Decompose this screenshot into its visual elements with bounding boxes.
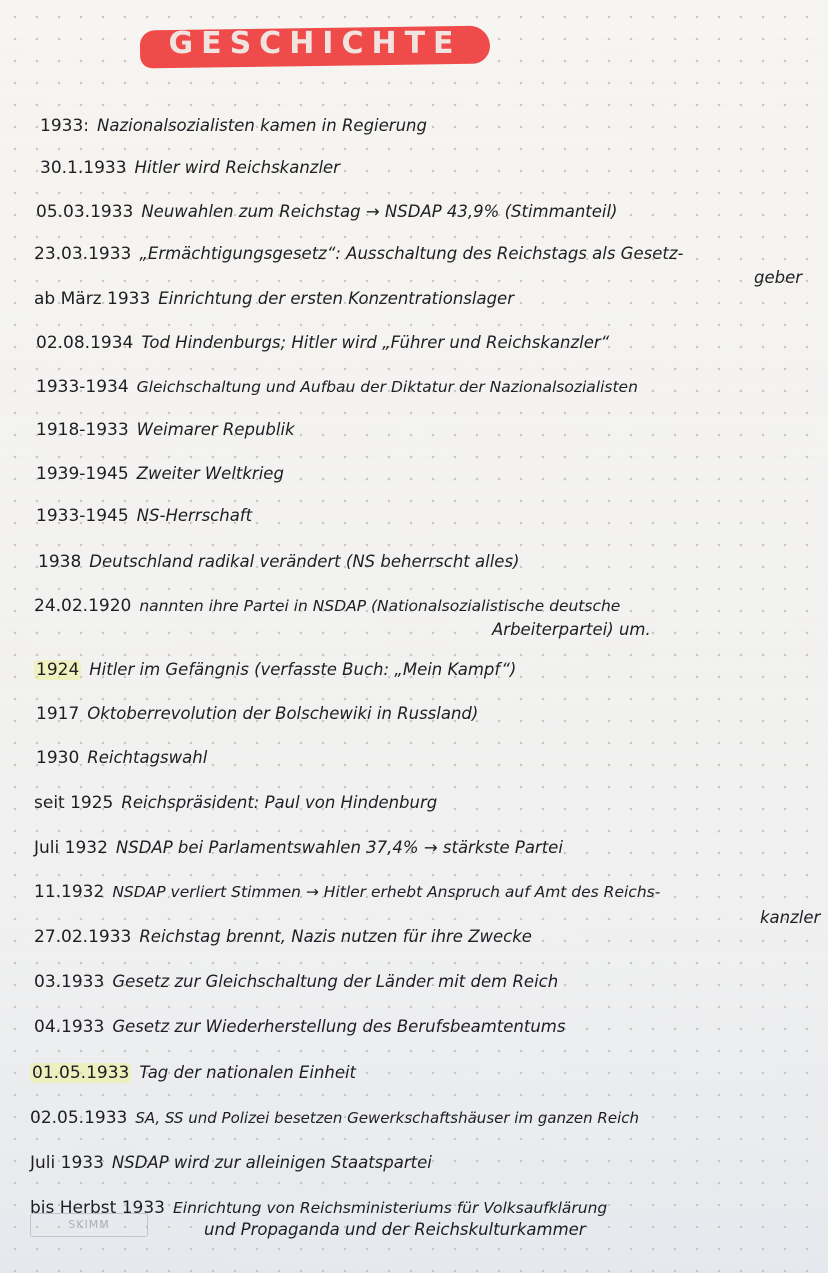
entry-text: Weimarer Republik [136,420,295,439]
entry-date: 24.02.1920 [34,596,132,616]
entry-date: bis Herbst 1933 [30,1198,165,1218]
entry-continuation: und Propaganda und der Reichskulturkammer [204,1220,586,1239]
entry-text: Oktoberrevolution der Bolschewiki in Russland) [87,704,479,723]
entry-date: 01.05.1933 [32,1063,130,1083]
timeline-entry [0,116,828,136]
entry-text: Gesetz zur Wiederherstellung des Berufsbeamtentums [112,1017,566,1036]
entry-date: ab März 1933 [34,289,151,309]
entry-text: Reichstag brennt, Nazis nutzen für ihre Zwecke [139,927,532,946]
entry-continuation: Arbeiterpartei) um. [492,620,651,639]
timeline-entry [0,927,828,947]
entry-date: 1930 [36,748,80,768]
timeline-entry [0,882,828,927]
entry-date: 1917 [36,704,80,724]
timeline-entry [0,1063,828,1083]
entry-date: 02.05.1933 [30,1108,128,1128]
entry-text: Reichtagswahl [87,748,208,767]
entry-text: Einrichtung von Reichsministeriums für Volksaufklärung [173,1199,608,1217]
entry-date: 27.02.1933 [34,927,132,947]
entry-text: Neuwahlen zum Reichstag → NSDAP 43,9% (Stimmanteil) [141,202,618,221]
entry-text: Tod Hindenburgs; Hitler wird „Führer und Reichskanzler“ [141,333,610,352]
entry-continuation: geber [754,268,803,287]
timeline-entry [0,1017,828,1037]
entry-text: Hitler wird Reichskanzler [134,158,340,177]
timeline-entry [0,506,828,526]
entry-text: NSDAP bei Parlamentswahlen 37,4% → stärkste Partei [115,838,563,857]
entry-text: Gleichschaltung und Aufbau der Diktatur der Nazionalsozialisten [136,378,638,396]
timeline-entry [0,158,828,178]
entry-text: Gesetz zur Gleichschaltung der Länder mit dem Reich [112,972,559,991]
entry-date: Juli 1932 [34,838,108,858]
entry-text: Zweiter Weltkrieg [136,464,284,483]
entry-text: Hitler im Gefängnis (verfasste Buch: „Mein Kampf“) [89,660,517,679]
timeline-entry [0,704,828,724]
entry-text: Einrichtung der ersten Konzentrationslager [158,289,514,308]
timeline-entry [0,660,828,680]
page-title [140,18,492,74]
timeline-entry [0,552,828,572]
entry-text: NSDAP verliert Stimmen → Hitler erhebt Anspruch auf Amt des Reichs- [112,883,661,901]
entry-text: Deutschland radikal verändert (NS beherrscht alles) [89,552,520,571]
timeline-entry [0,289,828,309]
entry-text: NSDAP wird zur alleinigen Staatspartei [111,1153,432,1172]
timeline-entry [0,748,828,768]
entry-date: 1939-1945 [36,464,129,484]
entry-date: 04.1933 [34,1017,105,1037]
timeline-entry [0,972,828,992]
entry-date: 03.1933 [34,972,105,992]
entry-text: Tag der nationalen Einheit [139,1063,357,1082]
timeline-entry [0,1153,828,1173]
entry-date: 1918-1933 [36,420,129,440]
entry-date: 1924 [36,660,80,680]
timeline-entry [0,377,828,397]
entry-date: 1938 [38,552,82,572]
entry-text: Reichspräsident: Paul von Hindenburg [121,793,438,812]
timeline-entry [0,464,828,484]
entry-date: 1933-1934 [36,377,129,397]
entry-text: „Ermächtigungsgesetz“: Ausschaltung des Reichstags als Gesetz- [139,244,684,263]
entry-date: 23.03.1933 [34,244,132,264]
entry-date: 11.1932 [34,882,105,902]
entry-text: nannten ihre Partei in NSDAP (Nationalsozialistische deutsche [139,597,621,615]
entry-text: NS-Herrschaft [136,506,253,525]
entry-date: 1933: [40,116,89,136]
entry-date: 05.03.1933 [36,202,134,222]
entry-text: Nazionalsozialisten kamen in Regierung [97,116,427,135]
entry-continuation: kanzler [760,908,821,927]
timeline-entry [0,1108,828,1128]
entry-date: 30.1.1933 [40,158,127,178]
timeline-entry [0,793,828,813]
watermark-stamp: SKIMM [30,1213,148,1237]
entry-date: Juli 1933 [30,1153,104,1173]
entry-text: SA, SS und Polizei besetzen Gewerkschaftshäuser im ganzen Reich [135,1109,640,1127]
timeline-entry [0,333,828,353]
timeline-entry [0,202,828,222]
timeline-entry [0,838,828,858]
entry-date: 1933-1945 [36,506,129,526]
timeline-entry [0,420,828,440]
entry-date: 02.08.1934 [36,333,134,353]
title-text: GESCHICHTE [168,26,462,61]
timeline-entry [0,596,828,639]
entry-date: seit 1925 [34,793,114,813]
timeline-entry [0,244,828,287]
